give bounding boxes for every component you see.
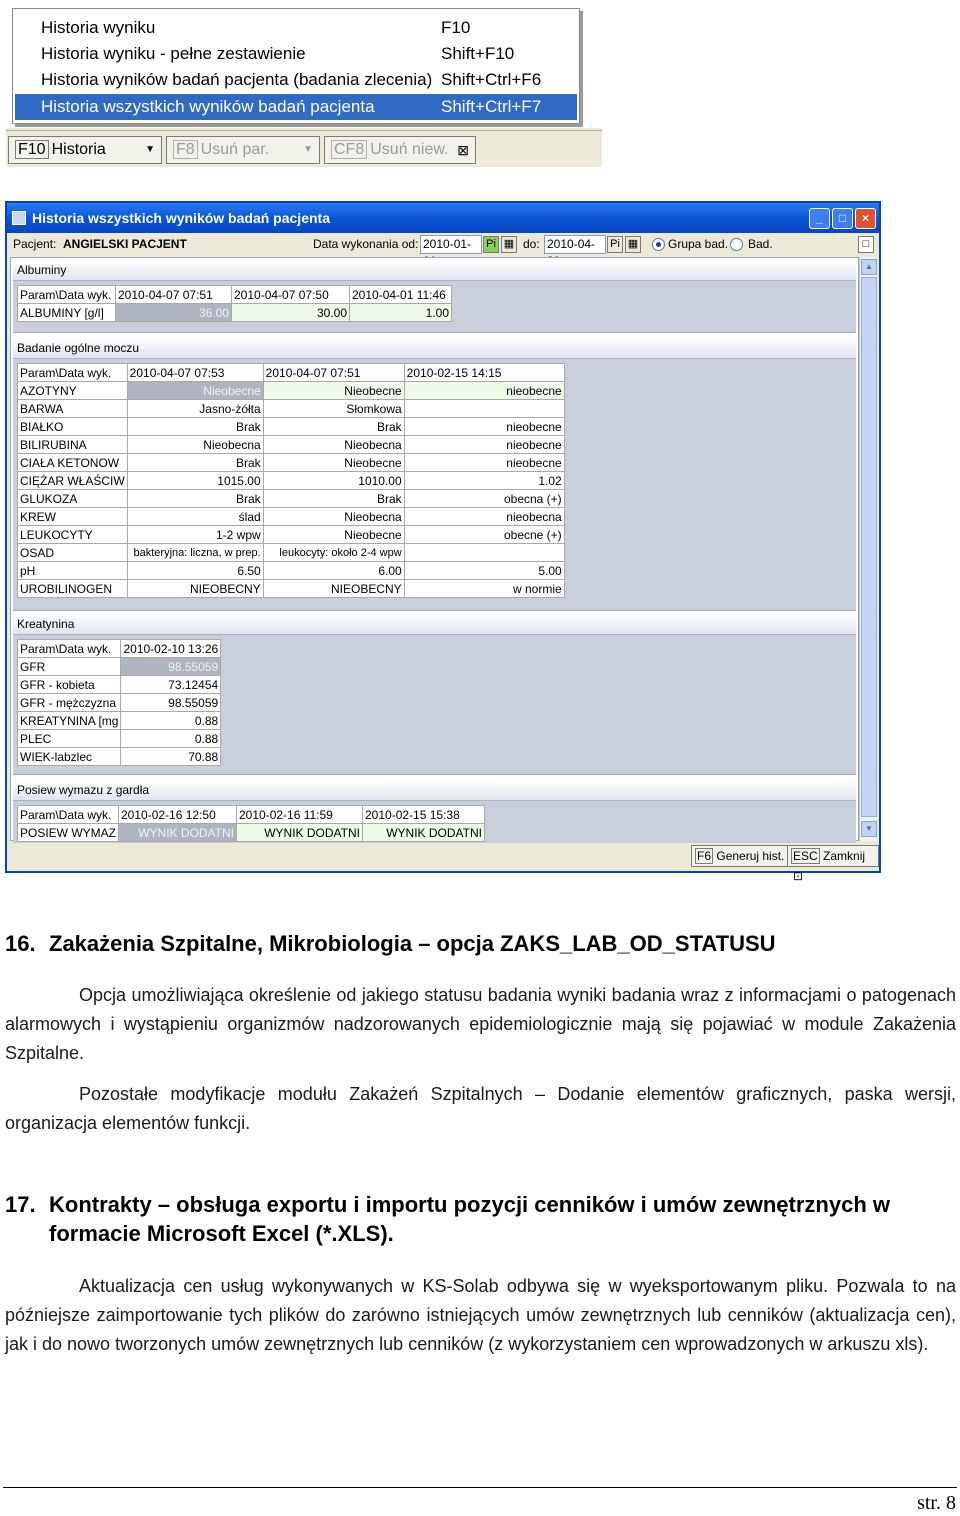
date-from-field[interactable]: 2010-01- (420, 235, 482, 254)
value-cell[interactable]: ślad (127, 508, 263, 526)
value-cell[interactable]: Nieobecne (263, 526, 404, 544)
menu-item-label: Historia wyniku (41, 18, 156, 37)
status-bar (7, 843, 879, 883)
menu-item-shortcut: Shift+F10 (441, 44, 515, 63)
menu-item-historia-zlecenia[interactable] (15, 67, 577, 93)
scroll-thumb[interactable] (861, 277, 877, 817)
menu-item-label: Historia wszystkich wyników badań pacjenta (41, 97, 375, 116)
value-cell[interactable]: leukocyty: około 2-4 wpw (263, 544, 404, 562)
section-header[interactable]: Posiew wymazu z gardła (13, 780, 856, 801)
section-16-heading (5, 929, 955, 958)
delete-icon: ⊠ (457, 142, 469, 158)
value-cell[interactable]: Nieobecne (263, 454, 404, 472)
title-bar (7, 203, 879, 233)
value-cell[interactable]: 1015.00 (127, 472, 263, 490)
value-cell[interactable]: 73.12454 (121, 676, 221, 694)
param-cell: ALBUMINY [g/l] (18, 304, 116, 322)
app-icon (12, 211, 26, 225)
param-cell: BIAŁKO (18, 418, 128, 436)
value-cell[interactable] (404, 544, 564, 562)
section-title: Kontrakty – obsługa exportu i importu pozycji cenników i umów zewnętrznych w formacie Microsoft Excel (*.XLS). (49, 1192, 891, 1246)
section-kreatynina (13, 614, 856, 775)
param-cell: CIAŁA KETONOW (18, 454, 128, 472)
usun-niew-button[interactable] (324, 136, 476, 164)
table-header-row (18, 806, 485, 824)
patient-name: ANGIELSKI PACJENT (63, 237, 187, 251)
key-label: F10 (15, 140, 49, 159)
dropdown-arrow-icon[interactable]: ▼ (303, 144, 313, 155)
key-label: CF8 (331, 140, 367, 159)
section-body (13, 635, 856, 775)
value-cell[interactable]: Jasno-żółta (127, 400, 263, 418)
button-label: Generuj hist. (716, 849, 785, 863)
table-row[interactable] (18, 400, 565, 418)
value-cell[interactable]: 0.88 (121, 730, 221, 748)
menu-item-shortcut: Shift+Ctrl+F6 (441, 70, 542, 89)
section-17-heading (5, 1190, 955, 1248)
history-window (5, 201, 881, 883)
header-cell: 2010-02-15 15:38 (363, 806, 485, 824)
key-label: F6 (697, 849, 712, 863)
header-cell: 2010-02-10 13:26 (121, 640, 221, 658)
header-cell: 2010-04-07 07:53 (127, 364, 263, 382)
calendar-icon[interactable]: ▦ (501, 236, 517, 253)
scroll-down-icon[interactable]: ▼ (861, 821, 877, 837)
header-cell: 2010-04-07 07:51 (116, 286, 232, 304)
param-cell: UROBILINOGEN (18, 580, 128, 598)
param-cell: BARWA (18, 400, 128, 418)
window-title: Historia wszystkich wyników badań pacjenta (32, 210, 330, 226)
header-cell: 2010-04-07 07:51 (263, 364, 404, 382)
value-cell[interactable]: w normie (404, 580, 564, 598)
value-cell[interactable]: 5.00 (404, 562, 564, 580)
value-cell[interactable]: nieobecna (404, 508, 564, 526)
value-cell[interactable]: NIEOBECNY (127, 580, 263, 598)
value-cell[interactable]: bakteryjna: liczna, w prep. (127, 544, 263, 562)
paragraph-text: Pozostałe modyfikacje modułu Zakażeń Szpitalnych – Dodanie elementów graficznych, paska wersji, organizacja elementów funkcji. (5, 1084, 956, 1133)
paragraph-2 (5, 1080, 956, 1138)
param-cell: CIĘŻAR WŁAŚCIW (18, 472, 128, 490)
value-cell[interactable]: obecne (+) (404, 526, 564, 544)
value-cell[interactable]: 70.88 (121, 748, 221, 766)
value-cell[interactable]: Brak (127, 490, 263, 508)
vertical-scrollbar[interactable] (859, 257, 877, 841)
value-cell[interactable]: nieobecne (404, 418, 564, 436)
date-to-label: do: (523, 237, 540, 251)
menu-item-historia-pelne[interactable] (15, 41, 577, 67)
section-badanie-moczu (13, 338, 856, 611)
header-cell: 2010-04-07 07:50 (232, 286, 350, 304)
scroll-up-icon[interactable]: ▲ (861, 259, 877, 275)
usun-par-button[interactable] (166, 136, 320, 164)
table-row[interactable] (18, 676, 221, 694)
param-cell: BILIRUBINA (18, 436, 128, 454)
header-cell: 2010-02-16 11:59 (237, 806, 363, 824)
value-cell[interactable]: 1.00 (350, 304, 452, 322)
table-row[interactable] (18, 730, 221, 748)
menu-item-historia-wyniku[interactable] (15, 15, 577, 41)
value-cell[interactable]: 36.00 (116, 304, 232, 322)
value-cell[interactable]: NIEOBECNY (263, 580, 404, 598)
restore-icon[interactable]: □ (858, 236, 874, 253)
button-label: Historia (51, 141, 106, 158)
value-cell[interactable]: Nieobecne (127, 382, 263, 400)
param-cell: OSAD (18, 544, 128, 562)
value-cell[interactable]: Nieobecna (263, 436, 404, 454)
menu-item-label: Historia wyniku - pełne zestawienie (41, 44, 306, 63)
filter-bar (7, 233, 879, 257)
value-cell[interactable]: 6.00 (263, 562, 404, 580)
table-row[interactable] (18, 694, 221, 712)
value-cell[interactable]: Nieobecna (127, 436, 263, 454)
section-header[interactable]: Badanie ogólne moczu (13, 338, 856, 359)
radio-bad[interactable] (730, 238, 743, 251)
section-number: 17. (5, 1192, 36, 1217)
button-label: Usuń par. (200, 141, 270, 158)
param-cell: GFR (18, 658, 121, 676)
section-header[interactable]: Kreatynina (13, 614, 856, 635)
table-row[interactable] (18, 454, 565, 472)
header-cell: Param\Data wyk. (18, 286, 116, 304)
value-cell[interactable]: 98.55059 (121, 694, 221, 712)
table-row[interactable] (18, 712, 221, 730)
param-cell: GFR - mężczyzna (18, 694, 121, 712)
param-cell: LEUKOCYTY (18, 526, 128, 544)
value-cell[interactable]: 30.00 (232, 304, 350, 322)
value-cell[interactable] (404, 400, 564, 418)
value-cell[interactable]: obecna (+) (404, 490, 564, 508)
paragraph-text: Aktualizacja cen usług wykonywanych w KS-Solab odbywa się w wyeksportowanym pliku. Pozwala to na późniejsze zaimportowanie tych plików do zarówno istniejących umów zewnętrznych lub cenników (aktualizacja cen), jak i do nowo tworzonych umów zewnętrznych lub cenników (z wykorzystaniem cen wprowadzonych w arkuszu xls). (5, 1276, 956, 1354)
grupa-label: Grupa bad. (668, 237, 729, 251)
header-cell: 2010-04-01 11:46 (350, 286, 452, 304)
value-cell[interactable]: 0.88 (121, 712, 221, 730)
button-label: Zamknij (823, 849, 866, 863)
value-cell[interactable]: 98.55059 (121, 658, 221, 676)
table-row[interactable] (18, 418, 565, 436)
table-row[interactable] (18, 382, 565, 400)
param-cell: PLEC (18, 730, 121, 748)
results-table (17, 363, 565, 598)
table-row[interactable] (18, 472, 565, 490)
dropdown-arrow-icon[interactable]: ▼ (145, 144, 155, 155)
value-cell[interactable]: Brak (127, 454, 263, 472)
table-row[interactable] (18, 544, 565, 562)
table-row[interactable] (18, 562, 565, 580)
function-key-bar (6, 130, 602, 167)
param-cell: pH (18, 562, 128, 580)
param-cell: GFR - kobieta (18, 676, 121, 694)
pi-button[interactable]: Pi (483, 236, 499, 253)
table-row[interactable] (18, 304, 452, 322)
table-header-row (18, 640, 221, 658)
key-label: ESC (793, 849, 818, 863)
section-title: Zakażenia Szpitalne, Mikrobiologia – opcja ZAKS_LAB_OD_STATUSU (49, 931, 776, 956)
patient-label: Pacjent: (13, 237, 57, 251)
generuj-hist-button[interactable] (691, 845, 788, 867)
param-cell: WIEK-labzlec (18, 748, 121, 766)
footer-divider (3, 1487, 957, 1488)
value-cell[interactable]: Nieobecne (263, 382, 404, 400)
date-from-label: Data wykonania od: (313, 237, 419, 251)
menu-item-shortcut: Shift+Ctrl+F7 (441, 97, 542, 116)
header-cell: 2010-02-16 12:50 (119, 806, 237, 824)
historia-button[interactable] (8, 136, 162, 164)
section-body (13, 359, 856, 611)
section-body (13, 281, 856, 333)
menu-item-label: Historia wyników badań pacjenta (badania zlecenia) (41, 70, 433, 89)
table-row[interactable] (18, 658, 221, 676)
value-cell[interactable]: WYNIK DODATNI (363, 824, 485, 842)
bad-label: Bad. (748, 237, 773, 251)
param-cell: AZOTYNY (18, 382, 128, 400)
zamknij-button[interactable] (787, 845, 879, 883)
table-row[interactable] (18, 748, 221, 766)
menu-item-historia-wszystkich[interactable] (15, 94, 577, 120)
value-cell[interactable]: Brak (263, 490, 404, 508)
param-cell: KREW (18, 508, 128, 526)
context-menu-screenshot (6, 4, 602, 167)
button-label: Usuń niew. (370, 141, 449, 158)
table-row[interactable] (18, 580, 565, 598)
section-header[interactable]: Albuminy (13, 260, 856, 281)
header-cell: 2010-02-15 14:15 (404, 364, 564, 382)
history-context-menu (12, 8, 580, 124)
value-cell[interactable]: 6.50 (127, 562, 263, 580)
results-table (17, 805, 485, 842)
pi-button-2[interactable]: Pi (607, 236, 623, 253)
date-to-field[interactable]: 2010-04- (544, 235, 606, 254)
table-row[interactable] (18, 824, 485, 842)
key-label: F8 (173, 140, 198, 159)
results-table (17, 285, 452, 322)
value-cell[interactable]: nieobecne (404, 454, 564, 472)
paragraph-1 (5, 981, 956, 1068)
value-cell[interactable]: Brak (263, 418, 404, 436)
results-panel (10, 257, 859, 841)
param-cell: POSIEW WYMAZ (18, 824, 119, 842)
page-number: str. 8 (917, 1492, 956, 1514)
calendar-icon[interactable]: ▦ (625, 236, 641, 253)
table-row[interactable] (18, 436, 565, 454)
value-cell[interactable]: 1-2 wpw (127, 526, 263, 544)
table-row[interactable] (18, 526, 565, 544)
paragraph-text: Opcja umożliwiająca określenie od jakiego statusu badania wyniki badania wraz z informacjami o patogenach alarmowych i wystąpieniu organizmów nadzorowanych epidemiologicznie mają się pojawiać w module Zakażenia Szpitalne. (5, 985, 956, 1063)
header-cell: Param\Data wyk. (18, 640, 121, 658)
section-albuminy (13, 260, 856, 333)
value-cell[interactable]: nieobecne (404, 436, 564, 454)
maximize-icon[interactable]: □ (832, 208, 853, 229)
table-row[interactable] (18, 508, 565, 526)
section-number: 16. (5, 931, 36, 956)
exit-icon: ⊡ (793, 869, 804, 883)
close-icon[interactable]: × (855, 208, 876, 229)
table-row[interactable] (18, 490, 565, 508)
value-cell[interactable]: WYNIK DODATNI (119, 824, 237, 842)
param-cell: GLUKOZA (18, 490, 128, 508)
table-header-row (18, 364, 565, 382)
value-cell[interactable]: 1010.00 (263, 472, 404, 490)
radio-grupa[interactable] (652, 238, 665, 251)
paragraph-3 (5, 1272, 956, 1359)
minimize-icon[interactable]: _ (809, 208, 830, 229)
header-cell: Param\Data wyk. (18, 806, 119, 824)
value-cell[interactable]: 1.02 (404, 472, 564, 490)
value-cell[interactable]: Brak (127, 418, 263, 436)
param-cell: KREATYNINA [mg (18, 712, 121, 730)
value-cell[interactable]: nieobecne (404, 382, 564, 400)
value-cell[interactable]: Nieobecna (263, 508, 404, 526)
results-table (17, 639, 221, 766)
menu-item-shortcut: F10 (441, 18, 471, 37)
header-cell: Param\Data wyk. (18, 364, 128, 382)
value-cell[interactable]: Słomkowa (263, 400, 404, 418)
value-cell[interactable]: WYNIK DODATNI (237, 824, 363, 842)
table-header-row (18, 286, 452, 304)
